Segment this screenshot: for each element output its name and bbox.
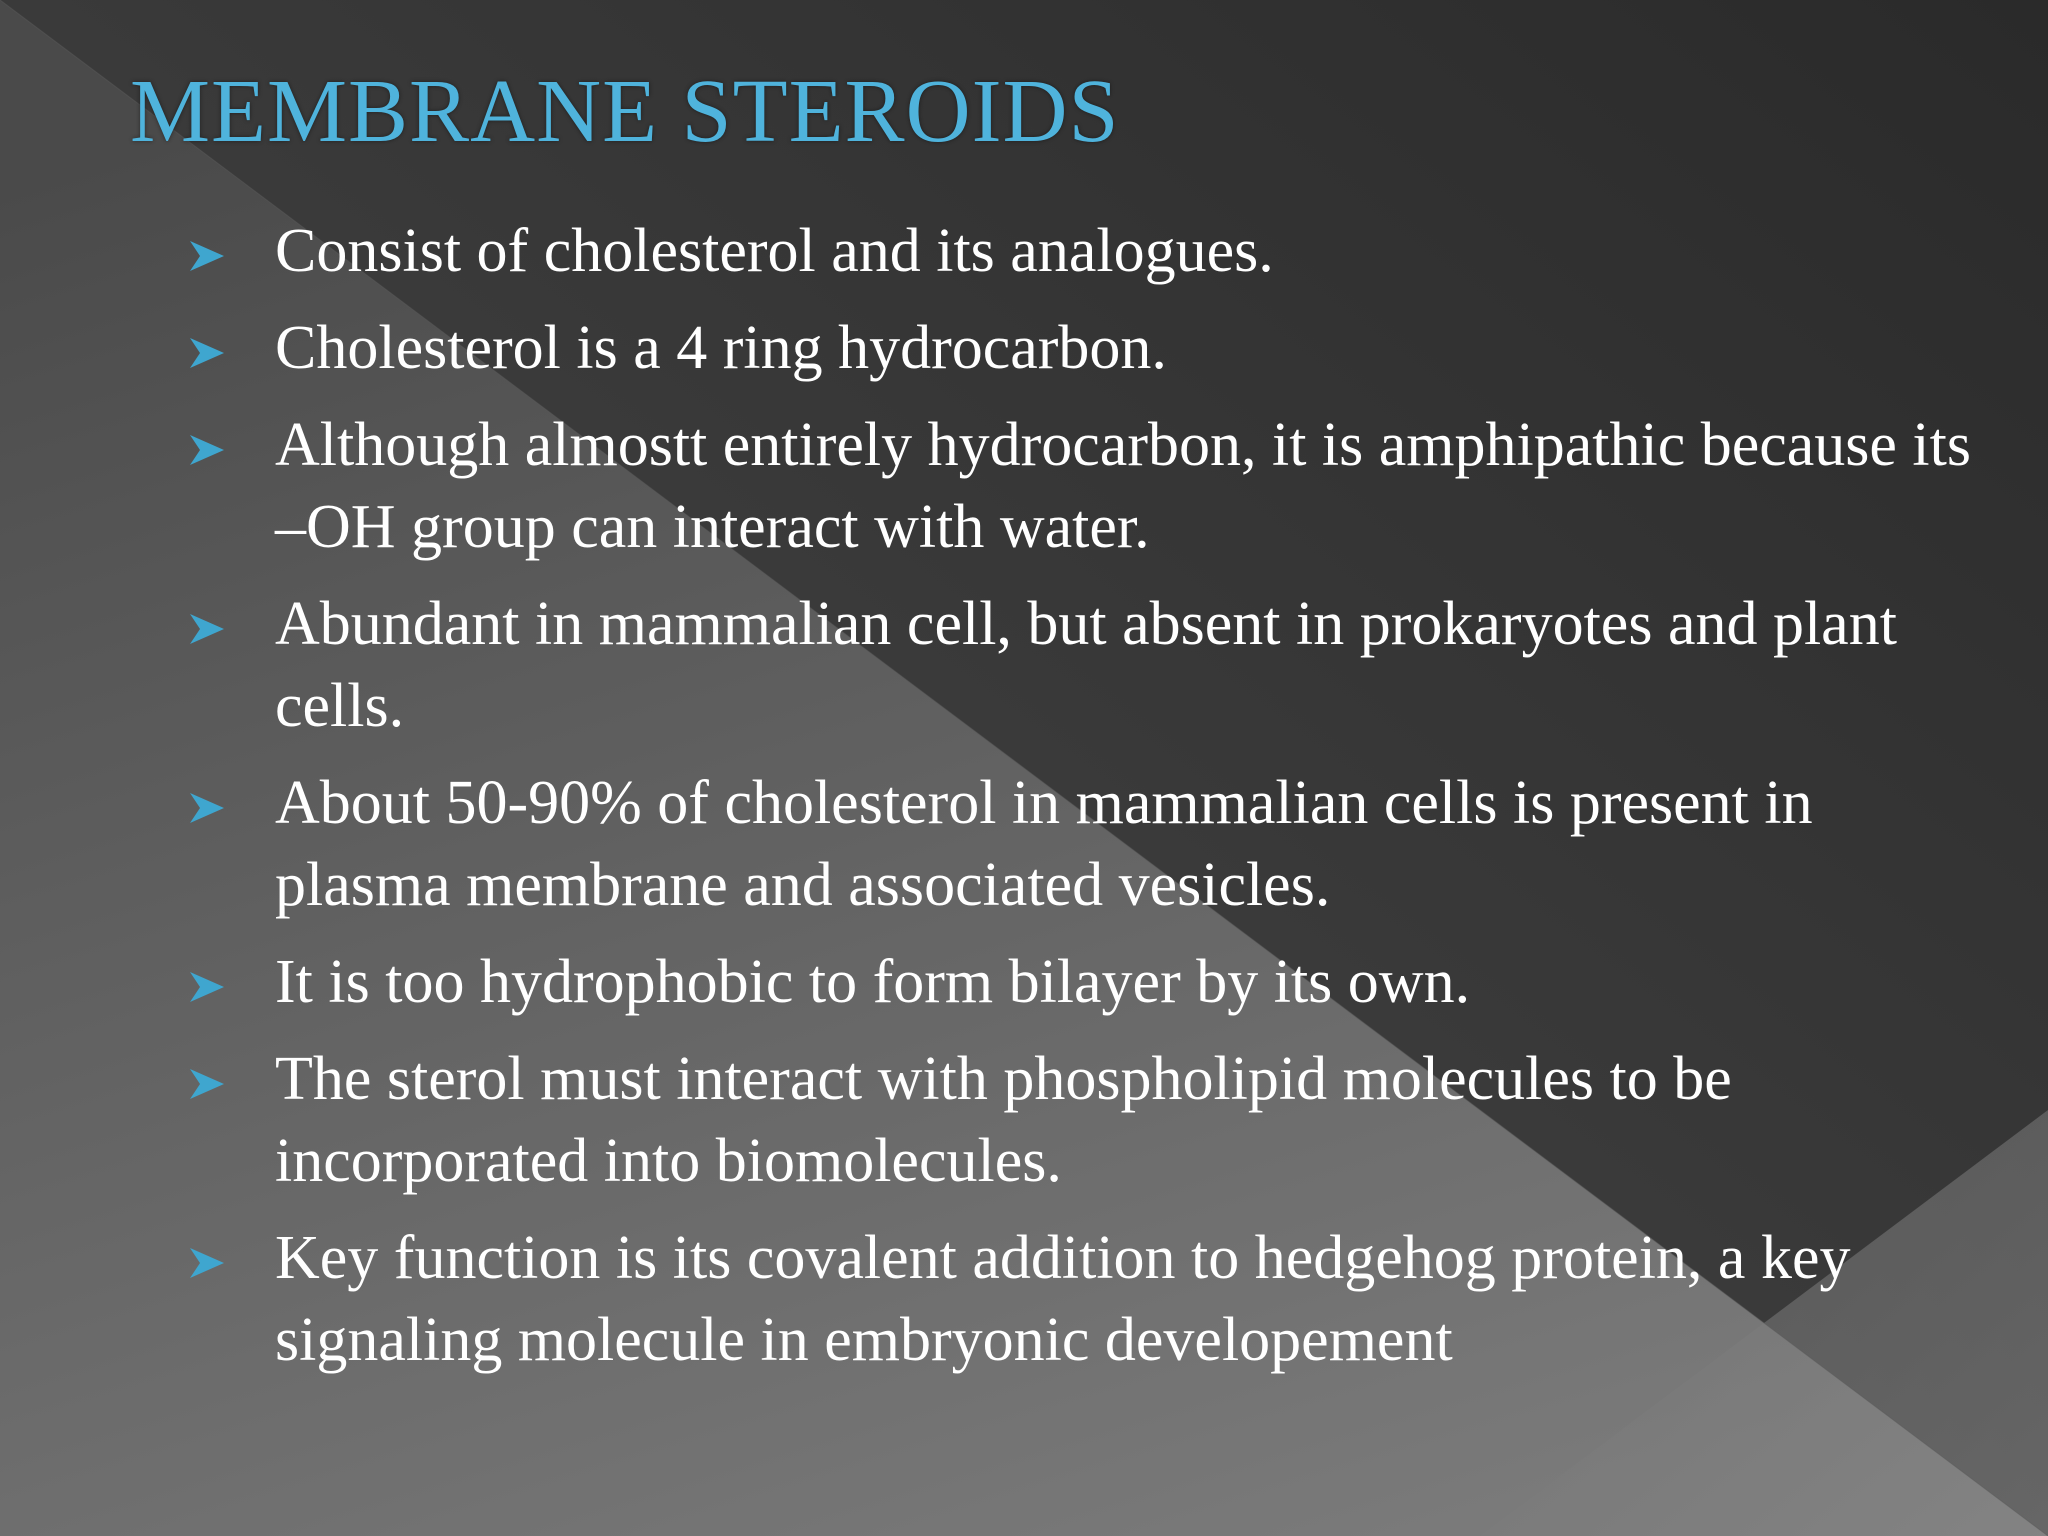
bullet-item <box>190 941 1990 1023</box>
arrowhead-bullet-icon <box>190 1248 224 1278</box>
bullet-text: The sterol must interact with phospholipid molecules to be incorporated into biomolecules. <box>275 1045 1732 1195</box>
arrowhead-bullet-icon <box>190 614 224 644</box>
arrowhead-bullet-icon <box>190 793 224 823</box>
bullet-text: Consist of cholesterol and its analogues. <box>275 217 1274 285</box>
bullet-text: Key function is its covalent addition to hedgehog protein, a key signaling molecule in embryonic developement <box>275 1224 1851 1374</box>
arrowhead-bullet-icon <box>190 972 224 1002</box>
bullet-text: It is too hydrophobic to form bilayer by its own. <box>275 948 1471 1016</box>
bullet-item <box>190 762 1990 926</box>
bullet-text: Cholesterol is a 4 ring hydrocarbon. <box>275 314 1167 382</box>
bullet-item <box>190 210 1990 292</box>
bullet-text: About 50-90% of cholesterol in mammalian cells is present in plasma membrane and associated vesicles. <box>275 769 1813 919</box>
arrowhead-bullet-icon <box>190 435 224 465</box>
bullet-text: Although almostt entirely hydrocarbon, it is amphipathic because its –OH group can interact with water. <box>275 411 1972 561</box>
slide-title: MEMBRANE STEROIDS <box>130 62 1120 161</box>
bullet-item <box>190 1038 1990 1202</box>
bullet-text: Abundant in mammalian cell, but absent in prokaryotes and plant cells. <box>275 590 1897 740</box>
bullet-item <box>190 583 1990 747</box>
bullet-item <box>190 1217 1990 1381</box>
bullet-item <box>190 307 1990 389</box>
bullet-list <box>190 210 1990 1396</box>
bullet-item <box>190 404 1990 568</box>
arrowhead-bullet-icon <box>190 338 224 368</box>
arrowhead-bullet-icon <box>190 241 224 271</box>
arrowhead-bullet-icon <box>190 1069 224 1099</box>
